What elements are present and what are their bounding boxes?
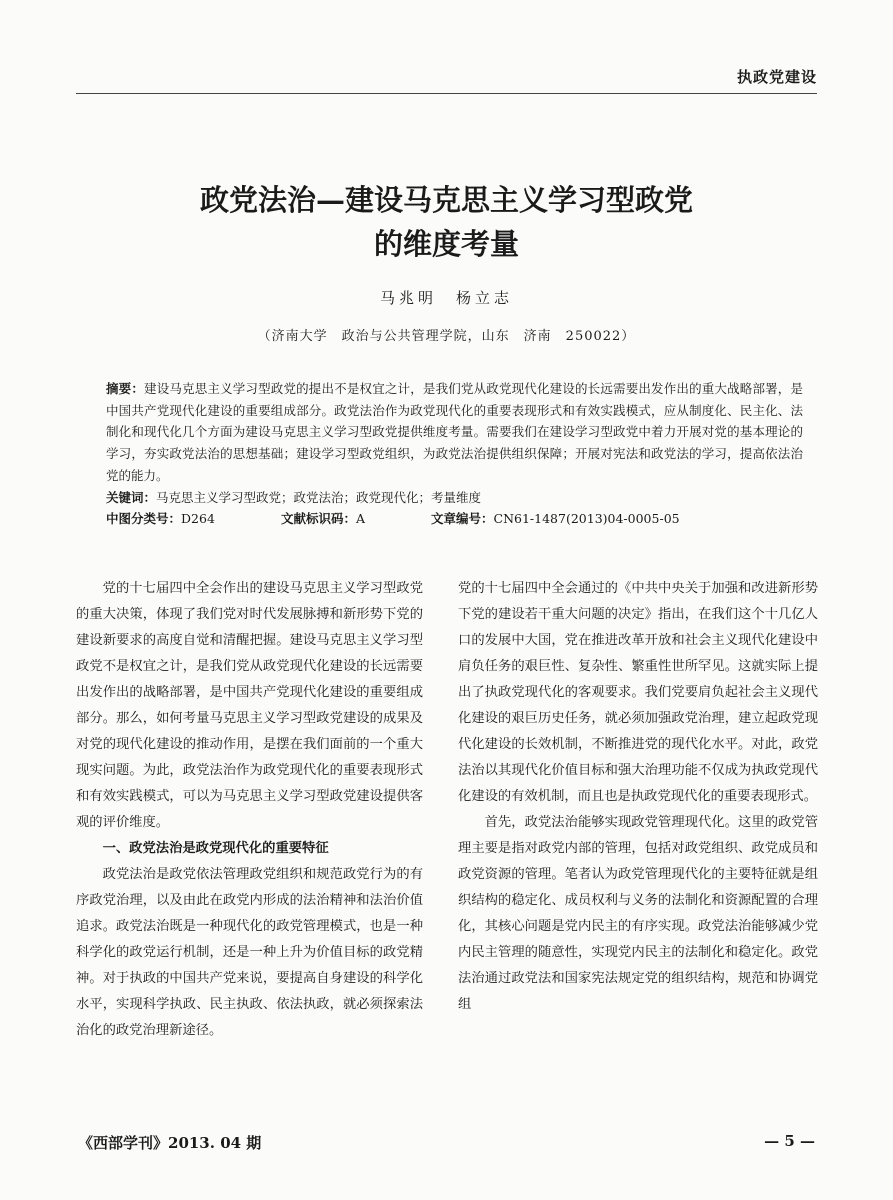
clc-item (106, 508, 281, 530)
body-paragraph: 首先，政党法治能够实现政党管理现代化。这里的政党管理主要是指对政党内部的管理，包括对政党组织、政党成员和政党资源的管理。笔者认为政党管理现代化的主要特征就是组织结构的稳定化、成员权利与义务的法制化和资源配置的合理化，其核心问题是党内民主的有序实现。政党法治能够减少党内民主管理的随意性，实现党内民主的法制化和稳定化。政党法治通过政党法和国家宪法规定党的组织结构，规范和协调党组 (458, 815, 818, 1012)
clc-value: D264 (181, 511, 215, 527)
abstract-label: 摘要： (106, 381, 145, 396)
article-title (100, 178, 793, 266)
keywords-text: 马克思主义学习型政党；政党法治；政党现代化；考量维度 (156, 489, 482, 505)
classification-row (106, 508, 803, 530)
body-paragraph: 党的十七届四中全会作出的建设马克思主义学习型政党的重大决策，体现了我们党对时代发展脉搏和新形势下党的建设新要求的高度自觉和清醒把握。建设马克思主义学习型政党不是权宜之计，是我们党从政党现代化建设的长远需要出发作出的战略部署，是中国共产党现代化建设的重要组成部分。那么，如何考量马克思主义学习型政党建设的成果及对党的现代化建设的推动作用，是摆在我们面前的一个重大现实问题。为此，政党法治作为政党现代化的重要表现形式和有效实践模式，可以为马克思主义学习型政党建设提供客观的评价维度。 (76, 581, 423, 830)
doc-code-value: A (356, 511, 366, 527)
abstract-block (106, 378, 803, 530)
authors: 马兆明 杨立志 (379, 289, 513, 307)
article-number-value: CN61-1487(2013)04-0005-05 (493, 511, 680, 527)
doc-code-item (281, 508, 431, 530)
title-line-2: 的维度考量 (373, 227, 519, 261)
affiliation: （济南大学 政治与公共管理学院，山东 济南 250022） (257, 329, 636, 344)
abstract-text: 建设马克思主义学习型政党的提出不是权宜之计，是我们党从政党现代化建设的长远需要出发作出的重大战略部署，是中国共产党现代化建设的重要组成部分。政党法治作为政党现代化的重要表现形式和有效实践模式，应从制度化、民主化、法制化和现代化几个方面为建设马克思主义学习型政党提供维度考量。需要我们在建设学习型政党中着力开展对党的基本理论的学习，夯实政党法治的思想基础；建设学习型政党组织，为政党法治提供组织保障；开展对宪法和政党法的学习，提高依法治党的能力。 (106, 381, 803, 483)
section-heading: 一、政党法治是政党现代化的重要特征 (102, 841, 329, 856)
body-column-left (76, 576, 423, 1044)
keywords-label: 关键词： (106, 489, 157, 505)
article-number-label: 文章编号： (431, 511, 494, 527)
header-divider (76, 93, 817, 94)
keywords (106, 487, 803, 509)
doc-code-label: 文献标识码： (281, 511, 357, 527)
body-paragraph: 党的十七届四中全会通过的《中共中央关于加强和改进新形势下党的建设若干重大问题的决定》指出，在我们这个十几亿人口的发展中大国，党在推进改革开放和社会主义现代化建设中肩负任务的艰巨性、复杂性、繁重性世所罕见。这就实际上提出了执政党现代化的客观要求。我们党要肩负起社会主义现代化建设的艰巨历史任务，就必须加强政党治理，建立起政党现代化建设的长效机制，不断推进党的现代化水平。对此，政党法治以其现代化价值目标和强大治理功能不仅成为执政党现代化建设的有效机制，而且也是执政党现代化的重要表现形式。 (458, 581, 818, 804)
article-number-item (431, 508, 680, 530)
clc-label: 中图分类号： (106, 511, 182, 527)
journal-footer: 《西部学刊》2013. 04 期 (78, 1134, 262, 1152)
page-number: — 5 — (764, 1132, 815, 1150)
body-paragraph: 政党法治是政党依法管理政党组织和规范政党行为的有序政党治理，以及由此在政党内形成的法治精神和法治价值追求。政党法治既是一种现代化的政党管理模式，也是一种科学化的政党运行机制，还是一种上升为价值目标的政党精神。对于执政的中国共产党来说，要提高自身建设的科学化水平，实现科学执政、民主执政、依法执政，就必须探索法治化的政党治理新途径。 (76, 867, 423, 1038)
abstract (106, 378, 803, 487)
title-line-1: 政党法治—建设马克思主义学习型政党 (199, 183, 693, 217)
body-column-right (458, 576, 818, 1018)
running-header-section: 执政党建设 (736, 68, 817, 86)
